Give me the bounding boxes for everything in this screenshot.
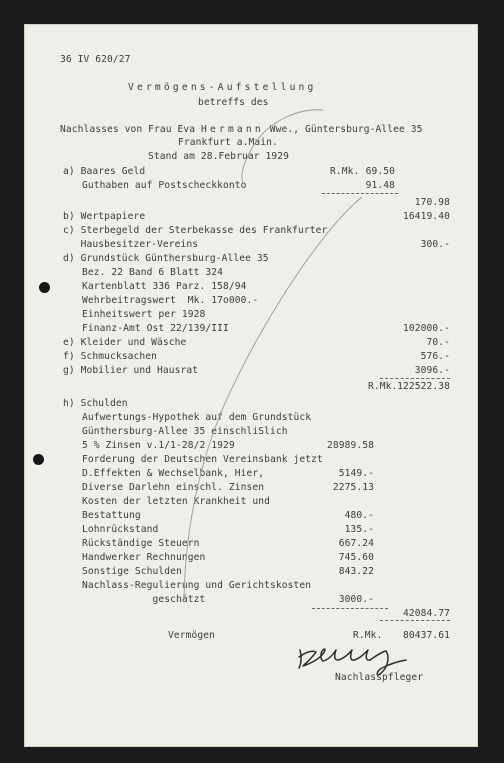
document-subtitle: betreffs des — [198, 97, 269, 108]
debt-value: 745.60 — [338, 552, 374, 563]
debt-label: Nachlass-Regulierung und Gerichtskosten — [82, 580, 312, 591]
debt-label: Bestattung — [82, 510, 141, 521]
file-reference: 36 IV 620/27 — [60, 54, 131, 65]
debt-label: D.Effekten & Wechselbank, Hier, — [82, 468, 265, 479]
debt-label: Aufwertungs-Hypothek auf dem Grundstück — [82, 412, 312, 423]
document-title: Vermögens-Aufstellung — [128, 82, 317, 93]
currency-a: R.Mk. — [330, 166, 360, 177]
item-g-value: 3096.- — [414, 365, 450, 376]
debt-label: Diverse Darlehn einschl. Zinsen — [82, 482, 265, 493]
separator-line — [312, 608, 388, 609]
item-a-subtotal: 170.98 — [414, 197, 450, 208]
item-c-value: 300.- — [420, 239, 450, 250]
punch-hole-top — [39, 282, 50, 293]
separator-line — [380, 620, 450, 621]
signature-role: Nachlasspfleger — [335, 672, 424, 683]
debt-label: Handwerker Rechnungen — [82, 552, 206, 563]
item-c-label2: Hausbesitzer-Vereins — [63, 239, 199, 250]
assets-total: 122522.38 — [397, 381, 450, 392]
debt-value: 135.- — [344, 524, 374, 535]
net-assets-value: 80437.61 — [402, 630, 450, 641]
debt-value: 28989.58 — [326, 440, 374, 451]
debt-value: 3000.- — [338, 594, 374, 605]
separator-line — [322, 193, 398, 194]
item-h-label: h) Schulden — [63, 398, 128, 409]
debt-label: Rückständige Steuern — [82, 538, 200, 549]
debt-label: 5 % Zinsen v.1/1-28/2 1929 — [82, 440, 235, 451]
estate-date: Stand am 28.Februar 1929 — [148, 151, 290, 162]
debt-label: Lohnrückstand — [82, 524, 159, 535]
item-d-label: d) Grundstück Günthersburg-Allee 35 — [63, 253, 269, 264]
item-d-value: 102000.- — [402, 323, 450, 334]
estate-prefix: Nachlasses von Frau Eva — [60, 124, 202, 135]
debts-total: 42084.77 — [402, 608, 450, 619]
item-a-label2: Guthaben auf Postscheckkonto — [82, 180, 247, 191]
item-a-value1: 69.50 — [365, 166, 395, 177]
debt-value: 2275.13 — [332, 482, 374, 493]
item-e-label: e) Kleider und Wäsche — [63, 337, 187, 348]
estate-address: Wwe., Güntersburg-Allee 35 — [263, 124, 423, 135]
item-f-value: 576.- — [420, 351, 450, 362]
debt-label: geschätzt — [82, 594, 206, 605]
item-d-line4: Einheitswert per 1928 — [82, 309, 206, 320]
item-a-value2: 91.48 — [365, 180, 395, 191]
debt-value: 843.22 — [338, 566, 374, 577]
debt-label: Sonstige Schulden — [82, 566, 182, 577]
debt-label: Kosten der letzten Krankheit und — [82, 496, 271, 507]
item-c-label1: c) Sterbegeld der Sterbekasse des Frankfurter — [63, 225, 328, 236]
punch-hole-bottom — [33, 454, 44, 465]
separator-line — [380, 378, 450, 379]
debt-label: Günthersburg-Allee 35 einschliSlich — [82, 426, 288, 437]
assets-total-currency: R.Mk. — [368, 381, 398, 392]
estate-line — [60, 124, 423, 135]
debt-label: Forderung der Deutschen Vereinsbank jetzt — [82, 454, 323, 465]
item-a-label: a) Baares Geld — [63, 166, 146, 177]
net-assets-label: Vermögen — [168, 630, 216, 641]
estate-surname: Hermann — [201, 124, 264, 135]
item-f-label: f) Schmucksachen — [63, 351, 158, 362]
item-e-value: 70.- — [426, 337, 450, 348]
item-b-label: b) Wertpapiere — [63, 211, 146, 222]
estate-city: Frankfurt a.Main. — [178, 137, 278, 148]
debt-value: 5149.- — [338, 468, 374, 479]
item-d-line5: Finanz-Amt Ost 22/139/III — [82, 323, 229, 334]
debt-value: 480.- — [344, 510, 374, 521]
item-d-line2: Kartenblatt 336 Parz. 158/94 — [82, 281, 247, 292]
item-b-value: 16419.40 — [402, 211, 450, 222]
item-d-line3: Wehrbeitragswert Mk. 17o000.- — [82, 295, 259, 306]
net-assets-currency: R.Mk. — [353, 630, 383, 641]
item-g-label: g) Mobilier und Hausrat — [63, 365, 199, 376]
debt-value: 667.24 — [338, 538, 374, 549]
item-d-line1: Bez. 22 Band 6 Blatt 324 — [82, 267, 224, 278]
